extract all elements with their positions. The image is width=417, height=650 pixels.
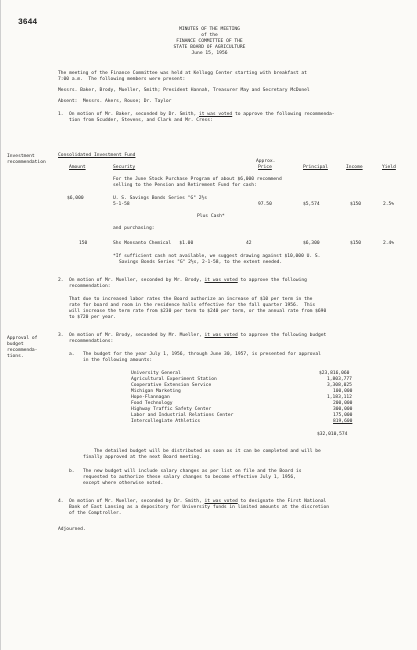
item-3b-label: b. — [69, 469, 75, 474]
budget-item-name: Cooperative Extension Service — [131, 383, 212, 388]
item-2-line-2: recommendation: — [69, 284, 111, 289]
header-approx: Approx. — [256, 159, 276, 164]
budget-item-amount: 1,803,777 — [327, 377, 352, 382]
item-3a-label: a. — [69, 352, 75, 357]
budget-item-amount: 1,183,112 — [327, 395, 352, 400]
absent-members: Absent: Messrs. Akers, Rouse; Dr. Taylor — [58, 99, 172, 104]
item-4-line-1: On motion of Mr. Mueller, seconded by Dr. Smith, it was voted to designate the First National — [69, 499, 327, 504]
and-purchasing: and purchasing: — [113, 226, 155, 231]
budget-item-name: Food Technology — [131, 401, 173, 406]
margin-note-budget-2: budget — [7, 342, 24, 347]
margin-note-budget-4: tions. — [7, 354, 24, 359]
item-1-number: 1. — [58, 112, 64, 117]
header-security: Security — [113, 165, 136, 170]
header-amount: Amount — [69, 165, 86, 170]
margin-note-investment-1: Investment — [7, 154, 35, 159]
page-number: 3644 — [18, 18, 38, 27]
item-3a-after-1: The detailed budget will be distributed as soon as it can be completed and will be — [94, 449, 321, 454]
budget-item-amount: 819,600 — [333, 419, 353, 424]
item-3a-line-2: in the following amounts: — [83, 358, 153, 363]
heading-date: June 15, 1956 — [191, 51, 228, 56]
item-3-line-1: On motion of Mr. Brody, seconded by Mr. Mueller, it was voted to approve the following budget — [69, 333, 327, 338]
item-2-body-3: will increase the term rate from $230 per term to $240 per term, or the annual rate from $690 — [69, 309, 327, 314]
item-1-line-1: On motion of Mr. Baker, seconded by Dr. Smith, it was voted to approve the following recommenda- — [69, 112, 335, 117]
header-price: Price — [258, 165, 272, 170]
budget-item-name: Highway Traffic Safety Center — [131, 407, 212, 412]
plus-cash: Plus Cash* — [197, 214, 225, 219]
table-note-1a: For the June Stock Purchase Program of about $6,000 recommend — [113, 177, 282, 182]
budget-item-amount: 300,000 — [333, 407, 353, 412]
header-principal: Principal — [303, 165, 328, 170]
budget-item-name: Labor and Industrial Relations Center — [131, 413, 234, 418]
header-yield: Yield — [382, 165, 396, 170]
budget-item-name: Agricultural Experiment Station — [131, 377, 217, 382]
budget-item-name: University General — [131, 371, 181, 376]
item-4-line-2: Bank of East Lansing as a depository for University funds in limited amounts at the discretion — [69, 505, 329, 510]
item-4-line-3: of the Comptroller. — [69, 511, 122, 516]
fund-title: Consolidated Investment Fund — [58, 153, 136, 158]
item-2-body-2: rate for board and room in the residence halls effective for the fall quarter 1956. This — [69, 303, 316, 308]
item-3b-line-2: requested to authorize these salary changes to become effective July 1, 1956, — [83, 475, 296, 480]
item-2-number: 2. — [58, 278, 64, 283]
heading-line-1: MINUTES OF THE MEETING — [179, 27, 240, 32]
row-2-amount: 150 — [79, 241, 88, 246]
item-2-body-4: to $720 per year. — [69, 315, 117, 320]
margin-note-budget-1: Approval of — [7, 336, 38, 341]
budget-item-name: Hope-Flannagan — [131, 395, 170, 400]
budget-item-amount: 100,000 — [333, 389, 353, 394]
table-note-1b: selling to the Pension and Retirement Fund for cash: — [113, 183, 257, 188]
row-1-security: U. S. Savings Bonds Series "G" 2½s — [113, 196, 208, 201]
row-1-amount: $6,000 — [67, 196, 84, 201]
row-2-price: 42 — [246, 241, 252, 246]
item-2-line-1: On motion of Mr. Mueller, seconded by Mr. Brody, it was voted to approve the following — [69, 278, 307, 283]
row-1-yield: 2.5% — [383, 202, 395, 207]
item-3b-line-3: except where otherwise noted. — [83, 481, 164, 486]
row-2-security: Shs Monsanto Chemical $1.00 — [113, 241, 194, 246]
item-3a-line-1: The budget for the year July 1, 1956, through June 30, 1957, is presented for approval — [83, 352, 321, 357]
item-3-line-2: recommendations: — [69, 339, 114, 344]
heading-line-3: FINANCE COMMITTEE OF THE — [176, 39, 243, 44]
item-1-line-2: tion from Scudder, Stevens, and Clark and Mr. Cress: — [69, 118, 213, 123]
header-income: Income — [346, 165, 363, 170]
margin-note-budget-3: recommenda- — [7, 348, 38, 353]
budget-item-amount: 175,000 — [333, 413, 353, 418]
budget-item-amount: $23,816,060 — [319, 371, 350, 376]
row-2-principal: $6,300 — [303, 241, 320, 246]
row-1-price: 97.50 — [258, 202, 272, 207]
intro-line-1: The meeting of the Finance Committee was held at Kellogg Center starting with breakfast at — [58, 71, 307, 76]
budget-total: $32,010,574 — [317, 432, 348, 437]
adjourned: Adjourned. — [58, 527, 86, 532]
item-3b-line-1: The new budget will include salary changes as per list on file and the Board is — [83, 469, 302, 474]
heading-line-2: of the — [201, 33, 218, 38]
row-1-security-date: 5-1-58 — [113, 202, 130, 207]
budget-item-name: Intercollegiate Athletics — [131, 419, 201, 424]
row-2-yield: 2.4% — [383, 241, 395, 246]
item-3-number: 3. — [58, 333, 64, 338]
margin-note-investment-2: recommendation — [7, 160, 46, 165]
row-1-principal: $5,574 — [303, 202, 320, 207]
budget-item-amount: 3,308,025 — [327, 383, 352, 388]
row-1-income: $150 — [350, 202, 362, 207]
row-2-income: $150 — [350, 241, 362, 246]
item-3a-after-2: finally approved at the next Board meeting. — [83, 455, 202, 460]
table-footnote-1: *If sufficient cash not available, we suggest drawing against $10,000 U. S. — [113, 254, 321, 259]
budget-item-name: Michigan Marketing — [131, 389, 181, 394]
intro-line-2: 7:00 a.m. The following members were present: — [58, 77, 186, 82]
table-footnote-2: Savings Bonds Series "G" 2½s, 2-1-58, to the extent needed. — [119, 260, 283, 265]
budget-item-amount: 200,000 — [333, 401, 353, 406]
item-4-number: 4. — [58, 499, 64, 504]
heading-line-4: STATE BOARD OF AGRICULTURE — [173, 45, 246, 50]
item-2-body-1: That due to increased labor rates the Board authorize an increase of $10 per term in the — [69, 297, 313, 302]
present-members: Messrs. Baker, Brody, Mueller, Smith; President Hannah, Treasurer May and Secretary McDonel — [58, 88, 310, 93]
